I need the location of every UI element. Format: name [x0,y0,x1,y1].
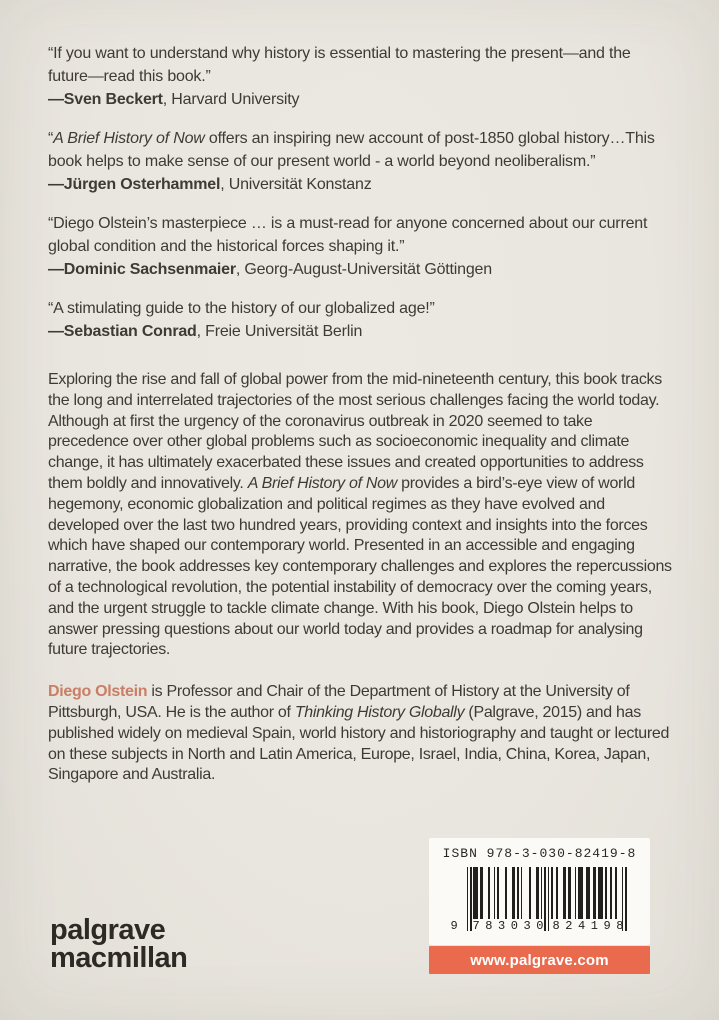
quote-block [48,127,673,196]
quote-attribution: —Sven Beckert, Harvard University [48,91,300,108]
logo-line-macmillan: macmillan [50,942,188,974]
logo-line-palgrave: palgrave [50,914,166,946]
quote-attribution: —Dominic Sachsenmaier, Georg-August-Universität Göttingen [48,261,492,278]
barcode-box [429,838,650,945]
quote-block [48,297,673,343]
cover-content [48,42,673,802]
isbn-label: ISBN 978-3-030-82419-8 [442,846,637,861]
quotes-section [48,42,673,343]
author-bio: Diego Olstein is Professor and Chair of the Department of History at the University of Pittsburgh, USA. He is the author of Thinking History Globally (Palgrave, 2015) and has published widely on medieval Spain, world history and historiography and taught or lectured on these subjects in North and Latin America, Europe, Israel, India, China, Korea, Japan, Singapore and Australia. [48,683,670,784]
quote-text: “If you want to understand why history is essential to mastering the present—and the future—read this book.” [48,45,631,85]
quote-text: “A Brief History of Now offers an inspiring new account of post-1850 global history…This book helps to make sense of our present world - a world beyond neoliberalism.” [48,130,655,170]
quote-attribution: —Jürgen Osterhammel, Universität Konstanz [48,176,372,193]
quote-text: “A stimulating guide to the history of our globalized age!” [48,300,435,317]
description-paragraph: Exploring the rise and fall of global power from the mid-nineteenth century, this book tracks the long and interrelated trajectories of the most serious challenges facing the world today. Although at first the urgency of the coronavirus outbreak in 2020 seemed to take precedence over other global problems such as socioeconomic inequality and climate change, it has ultimately exacerbated these issues and created opportunities to address them boldly and innovatively. A Brief History of Now provides a bird’s-eye view of world hegemony, economic globalization and political regimes as they have evolved and developed over the last two hundred years, providing context and insights into the forces which have shaped our contemporary world. Presented in an accessible and engaging narrative, the book addresses key contemporary challenges and explores the repercussions of a technological revolution, the potential instability of democracy over the coming years, and the urgent struggle to tackle climate change. With his book, Diego Olstein helps to answer pressing questions about our world today and provides a roadmap for analysing future trajectories. [48,371,672,659]
ean-barcode [451,867,629,931]
quote-block [48,212,673,281]
barcode-digit-first: 9 [450,919,458,933]
quote-attribution: —Sebastian Conrad, Freie Universität Berlin [48,323,363,340]
quote-block [48,42,673,111]
website-bar: www.palgrave.com [429,946,650,974]
quote-text: “Diego Olstein’s masterpiece … is a must-read for anyone concerned about our current global condition and the historical forces shaping it.” [48,215,648,255]
barcode-block [429,838,650,974]
barcode-digit-group-left: 7 8 3 0 3 0 [472,919,544,933]
publisher-logo [50,916,187,972]
barcode-digit-group-right: 8 2 4 1 9 8 [552,919,624,933]
